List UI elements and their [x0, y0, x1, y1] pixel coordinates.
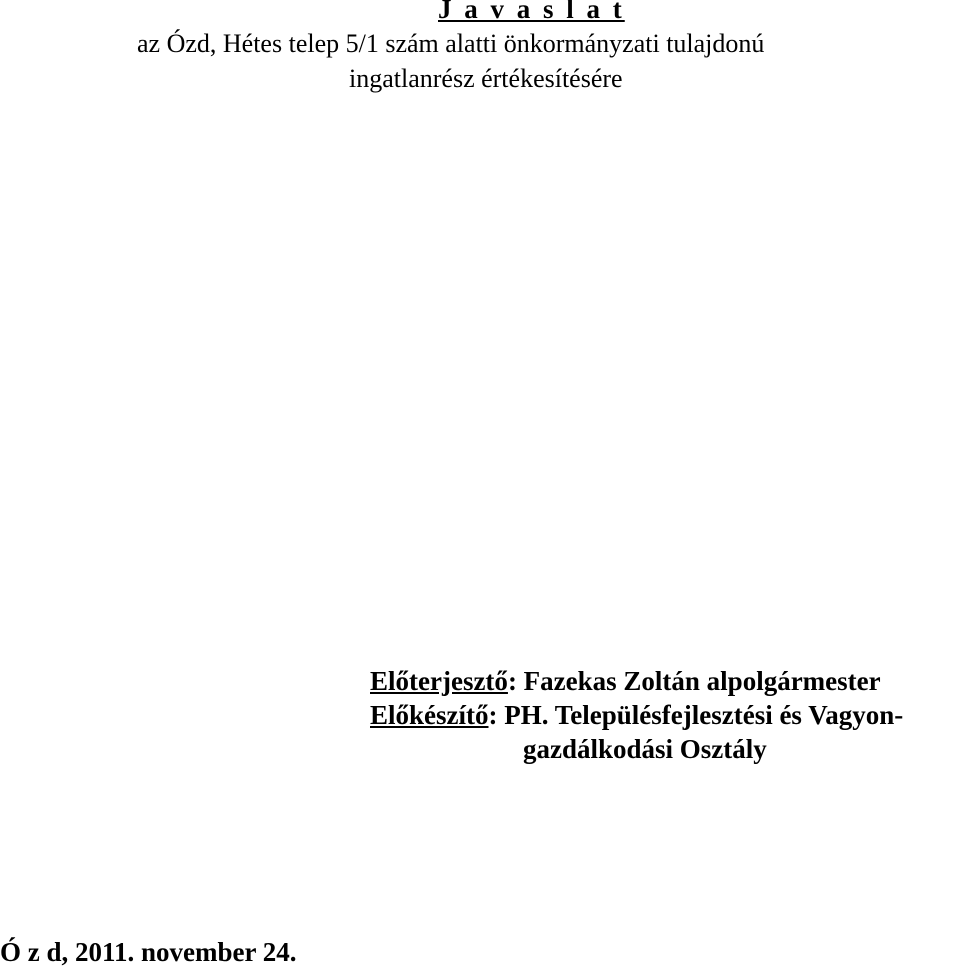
place-and-date: Ó z d, 2011. november 24. [0, 937, 297, 967]
preparer-label: Előkészítő [370, 700, 489, 730]
submitter-value: : Fazekas Zoltán alpolgármester [507, 666, 881, 696]
submitter-line [370, 665, 881, 697]
subject-line-2: ingatlanrész értékesítésére [349, 64, 623, 93]
document-title: J a v a s l a t [438, 0, 625, 24]
preparer-value-line-1: : PH. Településfejlesztési és Vagyon- [488, 700, 904, 730]
subject-line-1: az Ózd, Hétes telep 5/1 szám alatti önkormányzati tulajdonú [137, 29, 765, 58]
preparer-line [370, 699, 903, 731]
submitter-label: Előterjesztő [370, 666, 508, 696]
preparer-value-line-2: gazdálkodási Osztály [523, 734, 767, 764]
